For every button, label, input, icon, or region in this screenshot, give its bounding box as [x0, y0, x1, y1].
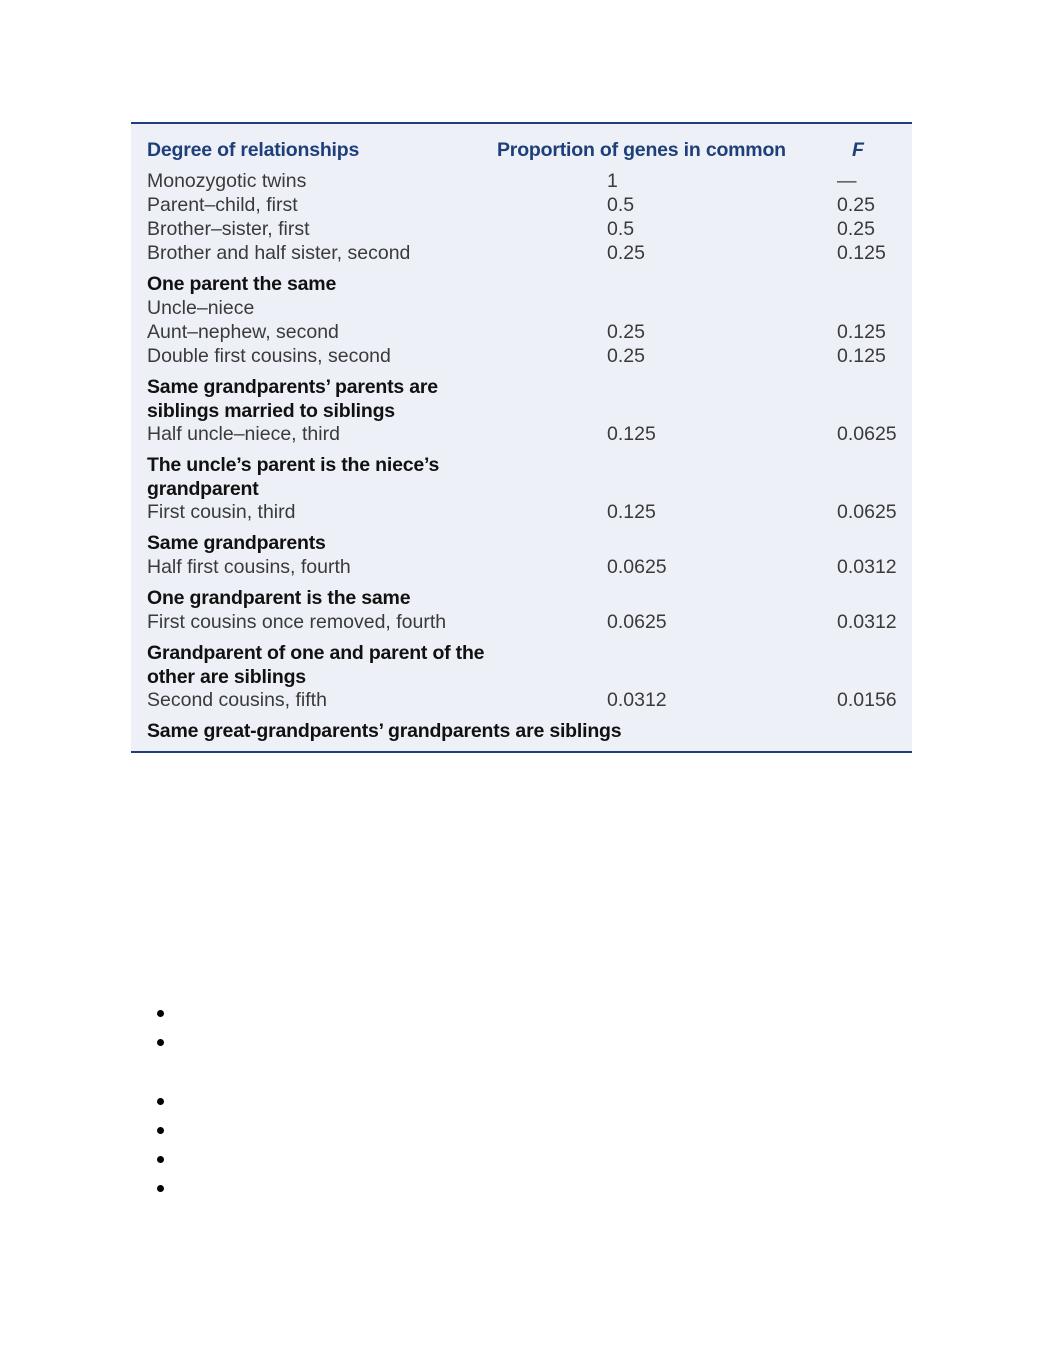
proportion-cell: 0.25 [607, 345, 645, 367]
proportion-cell: 0.125 [607, 423, 656, 445]
group-heading: other are siblings [147, 666, 306, 688]
group-heading: One grandparent is the same [147, 587, 411, 609]
relationship-cell: Half uncle–niece, third [147, 423, 340, 445]
header-proportion: Proportion of genes in common [497, 139, 786, 161]
proportion-cell: 0.125 [607, 501, 656, 523]
proportion-cell: 0.5 [607, 218, 635, 240]
list-bullet [157, 1098, 164, 1105]
group-heading: One parent the same [147, 273, 337, 295]
f-value-cell: 0.0156 [837, 689, 897, 711]
header-relationship: Degree of relationships [147, 139, 360, 161]
relationship-cell: Brother and half sister, second [147, 242, 411, 264]
relationship-cell: Aunt–nephew, second [147, 321, 339, 343]
f-value-cell: 0.125 [837, 345, 886, 367]
relationship-cell: Half first cousins, fourth [147, 556, 351, 578]
group-heading: Same great-grandparents’ grandparents are siblings [147, 720, 622, 742]
relationship-cell: Double first cousins, second [147, 345, 391, 367]
relationship-cell: Brother–sister, first [147, 218, 310, 240]
proportion-cell: 0.25 [607, 242, 645, 264]
list-bullet [157, 1039, 164, 1046]
f-value-cell: 0.25 [837, 218, 875, 240]
group-heading: Same grandparents [147, 532, 326, 554]
f-value-cell: 0.25 [837, 194, 875, 216]
list-bullet [157, 1185, 164, 1192]
f-value-cell: 0.125 [837, 242, 886, 264]
f-value-cell: 0.125 [837, 321, 886, 343]
f-value-cell: — [837, 170, 857, 192]
group-heading: siblings married to siblings [147, 400, 395, 422]
list-bullet [157, 1127, 164, 1134]
list-bullet [157, 1010, 164, 1017]
proportion-cell: 0.5 [607, 194, 635, 216]
f-value-cell: 0.0625 [837, 501, 897, 523]
relationship-cell: Parent–child, first [147, 194, 298, 216]
header-f: F [852, 139, 864, 161]
f-value-cell: 0.0312 [837, 556, 897, 578]
list-bullet [157, 1156, 164, 1163]
group-heading: grandparent [147, 478, 259, 500]
relationship-cell: First cousin, third [147, 501, 296, 523]
proportion-cell: 0.0312 [607, 689, 667, 711]
proportion-cell: 0.0625 [607, 556, 667, 578]
relationship-cell: Uncle–niece [147, 297, 255, 319]
group-heading: The uncle’s parent is the niece’s [147, 454, 440, 476]
proportion-cell: 0.25 [607, 321, 645, 343]
proportion-cell: 0.0625 [607, 611, 667, 633]
proportion-cell: 1 [607, 170, 618, 192]
relationship-cell: Monozygotic twins [147, 170, 307, 192]
f-value-cell: 0.0312 [837, 611, 897, 633]
group-heading: Grandparent of one and parent of the [147, 642, 485, 664]
group-heading: Same grandparents’ parents are [147, 376, 438, 398]
f-value-cell: 0.0625 [837, 423, 897, 445]
relationship-cell: First cousins once removed, fourth [147, 611, 447, 633]
relationship-cell: Second cousins, fifth [147, 689, 327, 711]
relationship-table [131, 122, 912, 753]
